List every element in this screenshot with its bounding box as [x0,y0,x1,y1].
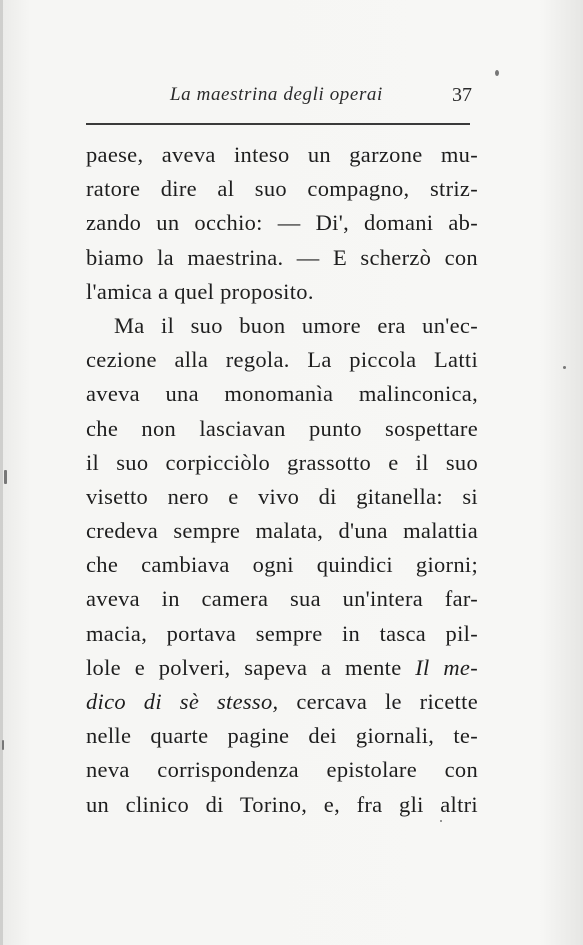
body-text [86,138,478,822]
text-line: un clinico di Torino, e, fra gli altri [86,791,478,817]
book-title-italic: Il me- [415,654,478,680]
text-line: visetto nero e vivo di gitanella: si [86,483,478,509]
text-line: ratore dire al suo compagno, striz- [86,176,478,202]
text-line: nelle quarte pagine dei giornali, te- [86,723,478,749]
paragraph-end-line: l'amica a quel proposito. [86,278,314,304]
header-rule [86,123,470,125]
running-title: La maestrina degli operai [170,84,383,105]
paper-speck [4,470,7,484]
paper-speck [563,366,566,369]
text-line [86,685,478,719]
text-line: paese, aveva inteso un garzone mu- [86,142,478,167]
text-line: che cambiava ogni quindici giorni; [86,552,478,578]
text-line: cezione alla regola. La piccola Latti [86,347,478,373]
page-edge-shadow [0,0,3,945]
text-line: il suo corpicciòlo grassotto e il suo [86,449,478,475]
text-roman-part: cercava le ricette [278,689,478,714]
text-line: credeva sempre malata, d'una malattia [86,518,478,544]
text-line: aveva una monomanìa malinconica, [86,381,478,407]
book-title-italic: dico di sè stesso, [86,689,279,714]
text-line: neva corrispondenza epistolare con [86,757,478,783]
page-number: 37 [452,84,472,106]
text-roman-part: lole e polveri, sapeva a mente [86,654,416,680]
paragraph-start-line: Ma il suo buon umore era un'ec- [114,312,478,338]
text-line: che non lasciavan punto sospettare [86,415,478,441]
text-line: biamo la maestrina. — E scherzò con [86,244,478,270]
paper-speck [495,70,499,76]
text-line [86,651,478,685]
text-line: macia, portava sempre in tasca pil- [86,620,478,646]
text-line: aveva in camera sua un'intera far- [86,586,478,612]
page-header [86,84,486,120]
paper-speck [440,820,442,822]
paper-speck [2,740,4,750]
text-line: zando un occhio: — Di', domani ab- [86,210,478,236]
